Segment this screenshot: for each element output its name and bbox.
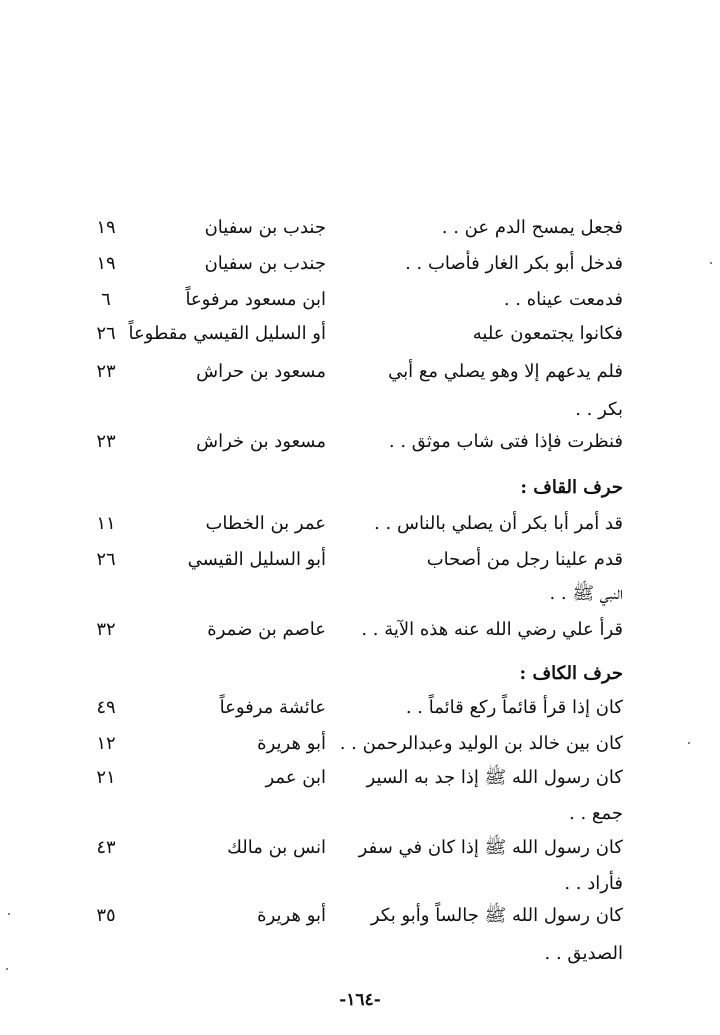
section-heading-qaf: حرف القاف : (520, 477, 623, 498)
narrator: جندب بن سفيان (204, 217, 326, 238)
index-row (0, 758, 720, 798)
narrator: أو السليل القيسي مقطوعاً (128, 323, 326, 344)
index-row (0, 504, 720, 544)
hadith-phrase: كان بين خالد بن الوليد وعبدالرحمن . . (339, 733, 623, 754)
hadith-phrase: فلم يدعهم إلا وهو يصلي مع أبي (388, 361, 623, 382)
hadith-phrase: قرأ علي رضي الله عنه هذه الآية . . (361, 619, 623, 640)
hadith-phrase-continuation: الصديق . . (544, 943, 623, 964)
hadith-phrase: كان إذا قرأ قائماً ركع قائماً . . (405, 697, 623, 718)
hadith-phrase: كان رسول الله ﷺ إذا جد به السير (366, 767, 623, 788)
scan-speck (8, 913, 10, 915)
page-ref: ٢٦ (96, 549, 116, 570)
hadith-phrase: كان رسول الله ﷺ جالساً وأبو بكر (370, 905, 623, 926)
hadith-phrase: فنظرت فإذا فتى شاب موثق . . (388, 431, 623, 452)
narrator: انس بن مالك (227, 837, 326, 858)
hadith-phrase-continuation: النبي ﷺ . . (549, 583, 623, 604)
index-row (0, 540, 720, 580)
narrator: ابن مسعود مرفوعاً (185, 289, 326, 310)
page-ref: ١٩ (96, 217, 116, 238)
page-ref: ١١ (96, 513, 116, 534)
page-ref: ١٩ (96, 253, 116, 274)
page-ref: ١٢ (96, 733, 116, 754)
page-ref: ٤٩ (96, 697, 116, 718)
scan-speck (710, 262, 712, 264)
hadith-phrase: قدم علينا رجل من أصحاب (426, 549, 623, 570)
hadith-phrase: فدخل أبو بكر الغار فأصاب . . (405, 253, 623, 274)
narrator: أبو هريرة (257, 733, 326, 754)
index-row (0, 314, 720, 354)
narrator: عائشة مرفوعاً (219, 697, 326, 718)
index-row (0, 422, 720, 462)
page-number: -١٦٤- (339, 990, 381, 1010)
narrator: مسعود بن خراش (196, 431, 326, 452)
narrator: أبو السليل القيسي (187, 549, 326, 570)
scan-speck (6, 968, 8, 970)
page-ref: ٦ (101, 289, 111, 310)
scan-speck (688, 742, 690, 744)
page-ref: ٢٦ (96, 323, 116, 344)
section-heading-kaf: حرف الكاف : (519, 663, 623, 684)
narrator: أبو هريرة (257, 905, 326, 926)
hadith-phrase: فجعل يمسح الدم عن . . (441, 217, 623, 238)
page-ref: ٢٣ (96, 431, 116, 452)
hadith-phrase-continuation: فأراد . . (564, 873, 623, 894)
page-ref: ٣٥ (96, 905, 116, 926)
hadith-phrase-continuation: بكر . . (575, 399, 623, 420)
page-ref: ٣٢ (96, 619, 116, 640)
index-row (0, 208, 720, 248)
index-row (0, 688, 720, 728)
narrator: عمر بن الخطاب (205, 513, 326, 534)
page-ref: ٢٣ (96, 361, 116, 382)
index-row (0, 896, 720, 936)
hadith-phrase: كان رسول الله ﷺ إذا كان في سفر (358, 837, 623, 858)
hadith-phrase: فكانوا يجتمعون عليه (472, 323, 623, 344)
hadith-phrase: قد أمر أبا بكر أن يصلي بالناس . . (374, 513, 623, 534)
narrator: مسعود بن حراش (196, 361, 326, 382)
narrator: جندب بن سفيان (204, 253, 326, 274)
index-row (0, 828, 720, 868)
hadith-phrase-continuation: جمع . . (569, 803, 623, 824)
index-row (0, 244, 720, 284)
index-row (0, 610, 720, 650)
narrator: ابن عمر (265, 767, 326, 788)
index-row (0, 352, 720, 392)
page-ref: ٤٣ (96, 837, 116, 858)
page-ref: ٢١ (96, 767, 116, 788)
hadith-phrase: فدمعت عيناه . . (503, 289, 623, 310)
narrator: عاصم بن ضمرة (207, 619, 326, 640)
